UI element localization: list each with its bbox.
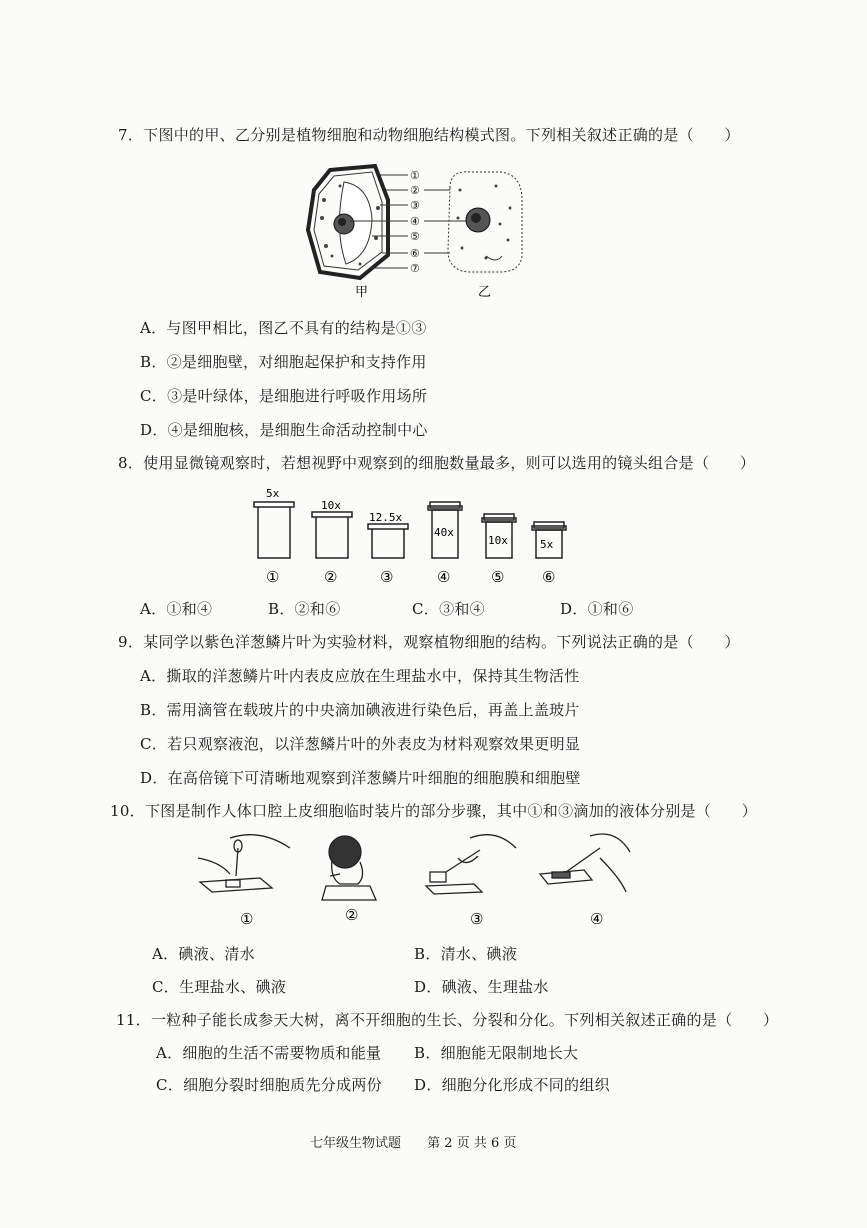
q8-option-a: A．①和④ xyxy=(140,600,213,618)
lens-mag-5: 10x xyxy=(488,534,508,547)
q8-option-b: B．②和⑥ xyxy=(268,600,341,618)
marker-2: ② xyxy=(410,184,420,197)
lens-num-2: ② xyxy=(324,568,338,586)
step-num-2: ② xyxy=(345,906,359,924)
marker-6: ⑥ xyxy=(410,247,420,260)
step-num-1: ① xyxy=(240,910,254,928)
footer-page-number: 第 2 页 共 6 页 xyxy=(427,1136,517,1151)
q11-option-c: C．细胞分裂时细胞质先分成两份 xyxy=(156,1076,382,1094)
q11-stem: 11．一粒种子能长成参天大树，离不开细胞的生长、分裂和分化。下列相关叙述正确的是（ ） xyxy=(116,1011,779,1029)
q11-option-b: B．细胞能无限制地长大 xyxy=(414,1044,579,1062)
slide-steps-figure xyxy=(190,828,650,932)
cell-diagram xyxy=(300,160,540,300)
q8-stem: 8．使用显微镜观察时，若想视野中观察到的细胞数量最多，则可以选用的镜头组合是（ ） xyxy=(118,454,756,472)
q7-stem: 7．下图中的甲、乙分别是植物细胞和动物细胞结构模式图。下列相关叙述正确的是（ ） xyxy=(118,126,740,144)
q11-option-d: D．细胞分化形成不同的组织 xyxy=(414,1076,610,1094)
q9-option-c: C．若只观察液泡，以洋葱鳞片叶的外表皮为材料观察效果更明显 xyxy=(140,735,581,753)
step-num-3: ③ xyxy=(470,910,484,928)
lens-mag-1: 5x xyxy=(266,487,280,500)
footer-subject: 七年级生物试题 xyxy=(310,1136,402,1151)
eyepiece-3 xyxy=(368,524,408,558)
animal-cell-figure xyxy=(448,172,522,272)
page-footer xyxy=(310,1132,538,1151)
q7-option-d: D．④是细胞核，是细胞生命活动控制中心 xyxy=(140,421,428,439)
q8-option-d: D．①和⑥ xyxy=(560,600,634,618)
marker-1: ① xyxy=(410,169,420,182)
figure-label-jia: 甲 xyxy=(355,285,369,300)
lens-num-5: ⑤ xyxy=(491,568,505,586)
step-4-illustration xyxy=(540,834,630,892)
step-num-4: ④ xyxy=(590,910,604,928)
marker-4: ④ xyxy=(410,215,420,228)
q8-option-c: C．③和④ xyxy=(412,600,485,618)
marker-7: ⑦ xyxy=(410,262,420,275)
q10-option-b: B．清水、碘液 xyxy=(414,945,518,963)
lens-num-3: ③ xyxy=(380,568,394,586)
figure-label-yi: 乙 xyxy=(478,285,492,300)
q9-option-b: B．需用滴管在载玻片的中央滴加碘液进行染色后，再盖上盖玻片 xyxy=(140,701,580,719)
lens-diagram xyxy=(240,484,600,590)
step-3-illustration xyxy=(426,835,516,894)
eyepiece-1 xyxy=(254,502,294,558)
lens-num-6: ⑥ xyxy=(542,568,556,586)
q11-option-a: A．细胞的生活不需要物质和能量 xyxy=(156,1044,382,1062)
step-2-illustration xyxy=(322,836,376,900)
step-1-illustration xyxy=(198,835,290,892)
lens-mag-3: 12.5x xyxy=(369,511,403,524)
q7-option-b: B．②是细胞壁，对细胞起保护和支持作用 xyxy=(140,353,427,371)
lens-mag-2: 10x xyxy=(321,499,341,512)
lens-mag-4: 40x xyxy=(434,526,454,539)
marker-3: ③ xyxy=(410,199,420,212)
q10-option-c: C．生理盐水、碘液 xyxy=(152,978,287,996)
q7-option-c: C．③是叶绿体，是细胞进行呼吸作用场所 xyxy=(140,387,428,405)
marker-5: ⑤ xyxy=(410,230,420,243)
plant-cell-figure xyxy=(308,166,388,278)
eyepiece-2 xyxy=(312,512,352,558)
q9-option-d: D．在高倍镜下可清晰地观察到洋葱鳞片叶细胞的细胞膜和细胞壁 xyxy=(140,769,581,787)
q7-option-a: A．与图甲相比，图乙不具有的结构是①③ xyxy=(140,319,427,337)
q9-option-a: A．撕取的洋葱鳞片叶内表皮应放在生理盐水中，保持其生物活性 xyxy=(140,667,580,685)
lens-mag-6: 5x xyxy=(540,538,554,551)
q10-option-d: D．碘液、生理盐水 xyxy=(414,978,549,996)
q10-stem: 10．下图是制作人体口腔上皮细胞临时装片的部分步骤，其中①和③滴加的液体分别是（ ） xyxy=(110,802,757,820)
q10-option-a: A．碘液、清水 xyxy=(152,945,255,963)
q9-stem: 9．某同学以紫色洋葱鳞片叶为实验材料，观察植物细胞的结构。下列说法正确的是（ ） xyxy=(118,633,740,651)
lens-num-1: ① xyxy=(266,568,280,586)
lens-num-4: ④ xyxy=(437,568,451,586)
